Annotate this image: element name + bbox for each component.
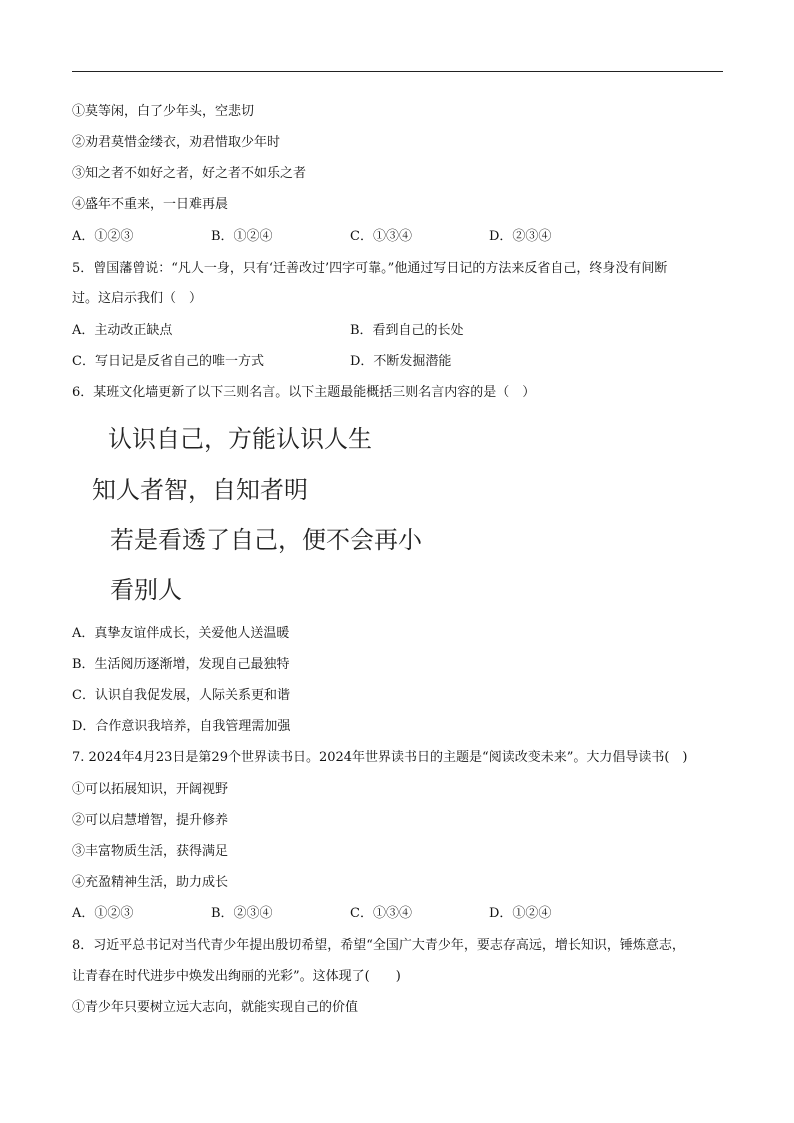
q5-option-b: B．看到自己的长处 — [350, 323, 464, 338]
q7-option-b: B．②③④ — [211, 906, 273, 921]
q7-option-c: C．①③④ — [350, 906, 412, 921]
q7-stem: 7. 2024年4月23日是第29个世界读书日。2024年世界读书日的主题是“阅读改变未来”。大力倡导读书( ) — [72, 750, 688, 765]
q8-stem-line1: 8．习近平总书记对当代青少年提出殷切希望，希望“全国广大青少年，要志存高远，增长知识，锤炼意志， — [72, 938, 685, 953]
header-rule — [72, 71, 723, 72]
q4-item-2: ②劝君莫惜金缕衣，劝君惜取少年时 — [72, 135, 281, 150]
q4-option-d: D．②③④ — [489, 229, 552, 244]
q5-option-d: D．不断发掘潜能 — [350, 354, 452, 369]
q4-item-4: ④盛年不重来，一日难再晨 — [72, 197, 229, 212]
q6-option-d: D．合作意识我培养，自我管理需加强 — [72, 719, 291, 734]
q6-option-b: B．生活阅历逐渐增，发现自己最独特 — [72, 657, 290, 672]
q6-stem: 6．某班文化墙更新了以下三则名言。以下主题最能概括三则名言内容的是（ ） — [72, 385, 536, 400]
q8-item-1: ①青少年只要树立远大志向，就能实现自己的价值 — [72, 1000, 359, 1015]
q7-item-1: ①可以拓展知识，开阔视野 — [72, 782, 229, 797]
q5-stem-line2: 过。这启示我们（ ） — [72, 291, 203, 306]
q6-quote-2: 知人者智，自知者明 — [92, 476, 308, 504]
q7-item-4: ④充盈精神生活，助力成长 — [72, 875, 229, 890]
q4-option-b: B．①②④ — [211, 229, 273, 244]
q7-option-a: A．①②③ — [72, 906, 134, 921]
q4-item-1: ①莫等闲，白了少年头，空悲切 — [72, 104, 255, 119]
q4-item-3: ③知之者不如好之者，好之者不如乐之者 — [72, 166, 307, 181]
q7-option-d: D．①②④ — [489, 906, 552, 921]
q6-option-a: A．真挚友谊伴成长，关爱他人送温暖 — [72, 626, 290, 641]
q5-option-a: A．主动改正缺点 — [72, 323, 173, 338]
q4-option-c: C．①③④ — [350, 229, 412, 244]
q5-option-c: C．写日记是反省自己的唯一方式 — [72, 354, 264, 369]
q7-item-2: ②可以启慧增智，提升修养 — [72, 813, 229, 828]
q6-option-c: C．认识自我促发展，人际关系更和谐 — [72, 688, 290, 703]
q4-option-a: A．①②③ — [72, 229, 134, 244]
q6-quote-4: 看别人 — [110, 576, 182, 604]
q5-stem-line1: 5．曾国藩曾说：“凡人一身，只有‘迁善改过’四字可靠。”他通过写日记的方法来反省自己，终身没有间断 — [72, 261, 668, 276]
q6-quote-1: 认识自己，方能认识人生 — [108, 425, 372, 453]
q6-quote-3: 若是看透了自己，便不会再小 — [110, 526, 422, 554]
q8-stem-line2: 让青春在时代进步中焕发出绚丽的光彩”。这体现了( ) — [72, 969, 401, 984]
q7-item-3: ③丰富物质生活，获得满足 — [72, 844, 229, 859]
